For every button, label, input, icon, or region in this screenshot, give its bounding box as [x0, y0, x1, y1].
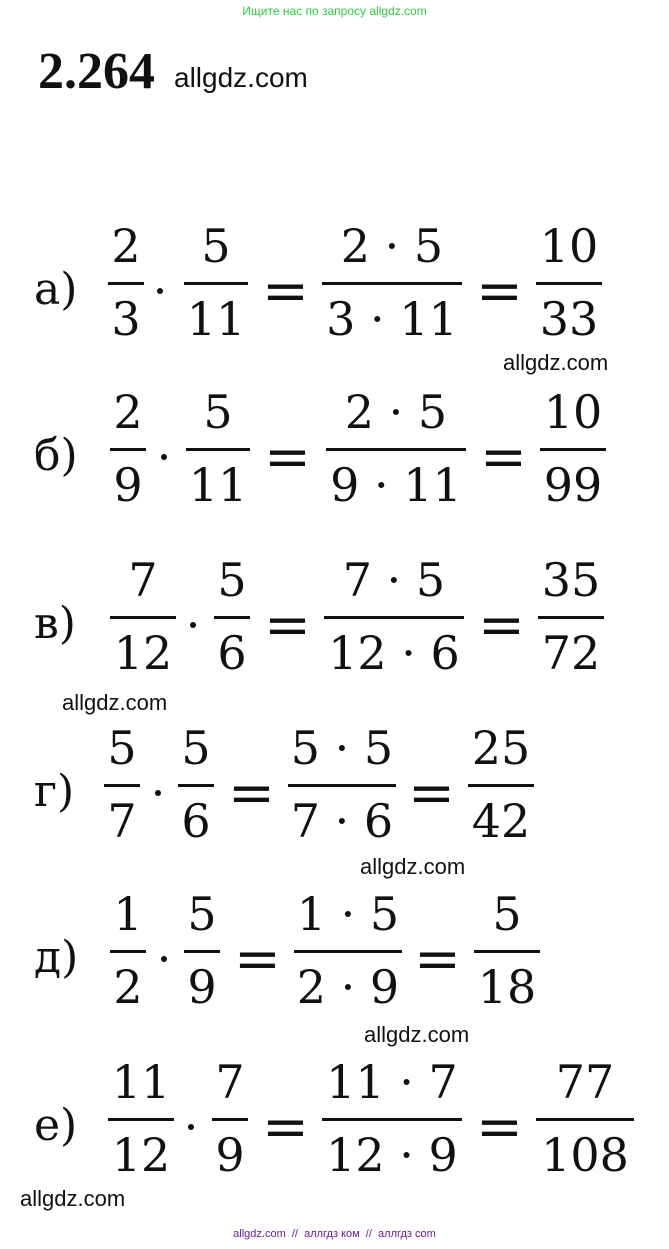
equals-sign: = [408, 761, 455, 826]
denominator: 33 [539, 292, 599, 346]
denominator: 7 · 6 [290, 794, 394, 848]
denominator: 12 [111, 1128, 171, 1182]
fraction-bar [288, 784, 396, 787]
fraction [104, 720, 140, 849]
fraction-bar [326, 448, 466, 451]
numerator: 77 [555, 1055, 615, 1109]
numerator: 5 [217, 553, 247, 607]
numerator: 5 [187, 887, 217, 941]
denominator: 9 [113, 458, 143, 512]
numerator: 35 [541, 553, 601, 607]
fraction-bar [214, 616, 250, 619]
equation-row-d [0, 886, 669, 1036]
equals-sign: = [234, 927, 281, 992]
fraction-bar [104, 784, 140, 787]
fraction-bar [110, 950, 146, 953]
denominator: 3 · 11 [326, 292, 458, 346]
numerator: 7 [128, 553, 158, 607]
item-letter: г) [34, 766, 75, 817]
fraction [326, 384, 466, 513]
numerator: 11 [111, 1055, 171, 1109]
fraction [178, 720, 214, 849]
equals-sign: = [478, 593, 525, 658]
watermark: allgdz.com [20, 1186, 126, 1211]
numerator: 2 [113, 385, 143, 439]
equals-sign: = [476, 1095, 523, 1160]
fraction [324, 552, 464, 681]
watermark: allgdz.com [503, 350, 609, 375]
multiply-dot [161, 454, 167, 460]
equals-sign: = [414, 927, 461, 992]
fraction-bar [186, 448, 250, 451]
equation-row-v [0, 552, 669, 702]
equals-sign: = [262, 1095, 309, 1160]
fraction [468, 720, 534, 849]
equals-sign: = [264, 593, 311, 658]
numerator: 5 [107, 721, 137, 775]
numerator: 7 [215, 1055, 245, 1109]
denominator: 2 [113, 960, 143, 1014]
numerator: 10 [543, 385, 603, 439]
watermark: allgdz.com [62, 690, 168, 715]
fraction [184, 218, 248, 347]
fraction-bar [536, 1118, 634, 1121]
denominator: 6 [181, 794, 211, 848]
multiply-dot [157, 288, 163, 294]
multiply-dot [161, 956, 167, 962]
fraction [536, 1054, 634, 1183]
numerator: 2 [111, 219, 141, 273]
fraction-bar [110, 616, 176, 619]
numerator: 2 · 5 [340, 219, 444, 273]
fraction-bar [178, 784, 214, 787]
fraction [538, 552, 604, 681]
fraction-bar [184, 282, 248, 285]
numerator: 5 · 5 [290, 721, 394, 775]
equation-row-b [0, 384, 669, 534]
denominator: 2 · 9 [296, 960, 400, 1014]
denominator: 9 · 11 [330, 458, 462, 512]
numerator: 1 [113, 887, 143, 941]
fraction-bar [474, 950, 540, 953]
item-letter: д) [34, 932, 79, 983]
equation-row-a [0, 218, 669, 368]
numerator: 25 [471, 721, 531, 775]
multiply-dot [188, 1124, 194, 1130]
denominator: 7 [107, 794, 137, 848]
numerator: 5 [203, 385, 233, 439]
denominator: 108 [541, 1128, 629, 1182]
multiply-dot [155, 790, 161, 796]
denominator: 11 [188, 458, 248, 512]
fraction-bar [110, 448, 146, 451]
problem-number: 2.264 [38, 43, 155, 100]
equals-sign: = [480, 425, 527, 490]
denominator: 72 [541, 626, 601, 680]
fraction-bar [184, 950, 220, 953]
fraction-bar [294, 950, 402, 953]
header-watermark: allgdz.com [174, 62, 308, 93]
equals-sign: = [476, 259, 523, 324]
equals-sign: = [228, 761, 275, 826]
denominator: 3 [111, 292, 141, 346]
fraction-bar [322, 282, 462, 285]
fraction [110, 552, 176, 681]
fraction [540, 384, 606, 513]
numerator: 7 · 5 [342, 553, 446, 607]
fraction [110, 384, 146, 513]
top-banner: Ищите нас по запросу allgdz.com [242, 4, 427, 18]
fraction-bar [468, 784, 534, 787]
denominator: 6 [217, 626, 247, 680]
fraction-bar [322, 1118, 462, 1121]
watermark: allgdz.com [364, 1022, 470, 1047]
fraction-bar [212, 1118, 248, 1121]
denominator: 11 [186, 292, 246, 346]
fraction-bar [324, 616, 464, 619]
fraction [212, 1054, 248, 1183]
fraction [184, 886, 220, 1015]
fraction [322, 218, 462, 347]
fraction [536, 218, 602, 347]
fraction-bar [538, 616, 604, 619]
fraction-bar [540, 448, 606, 451]
numerator: 5 [201, 219, 231, 273]
denominator: 9 [215, 1128, 245, 1182]
denominator: 42 [471, 794, 531, 848]
denominator: 12 · 6 [328, 626, 460, 680]
fraction [322, 1054, 462, 1183]
fraction-bar [108, 282, 144, 285]
fraction [288, 720, 396, 849]
fraction [294, 886, 402, 1015]
denominator: 12 · 9 [326, 1128, 458, 1182]
numerator: 2 · 5 [344, 385, 448, 439]
equation-row-e [0, 1054, 669, 1204]
item-letter: в) [34, 598, 76, 649]
numerator: 10 [539, 219, 599, 273]
denominator: 99 [543, 458, 603, 512]
equals-sign: = [262, 259, 309, 324]
numerator: 5 [181, 721, 211, 775]
numerator: 11 · 7 [326, 1055, 458, 1109]
multiply-dot [190, 622, 196, 628]
denominator: 9 [187, 960, 217, 1014]
denominator: 18 [477, 960, 537, 1014]
equation-row-g [0, 720, 669, 870]
fraction [108, 1054, 174, 1183]
equals-sign: = [264, 425, 311, 490]
numerator: 1 · 5 [296, 887, 400, 941]
footer-links[interactable]: allgdz.com // аллгдз ком // аллгдз com [233, 1228, 436, 1240]
item-letter: б) [34, 430, 78, 481]
numerator: 5 [492, 887, 522, 941]
fraction [110, 886, 146, 1015]
fraction-bar [536, 282, 602, 285]
watermark: allgdz.com [360, 854, 466, 879]
denominator: 12 [113, 626, 173, 680]
fraction [474, 886, 540, 1015]
fraction [108, 218, 144, 347]
item-letter: е) [34, 1100, 78, 1151]
fraction [214, 552, 250, 681]
fraction-bar [108, 1118, 174, 1121]
fraction [186, 384, 250, 513]
item-letter: а) [34, 264, 78, 315]
